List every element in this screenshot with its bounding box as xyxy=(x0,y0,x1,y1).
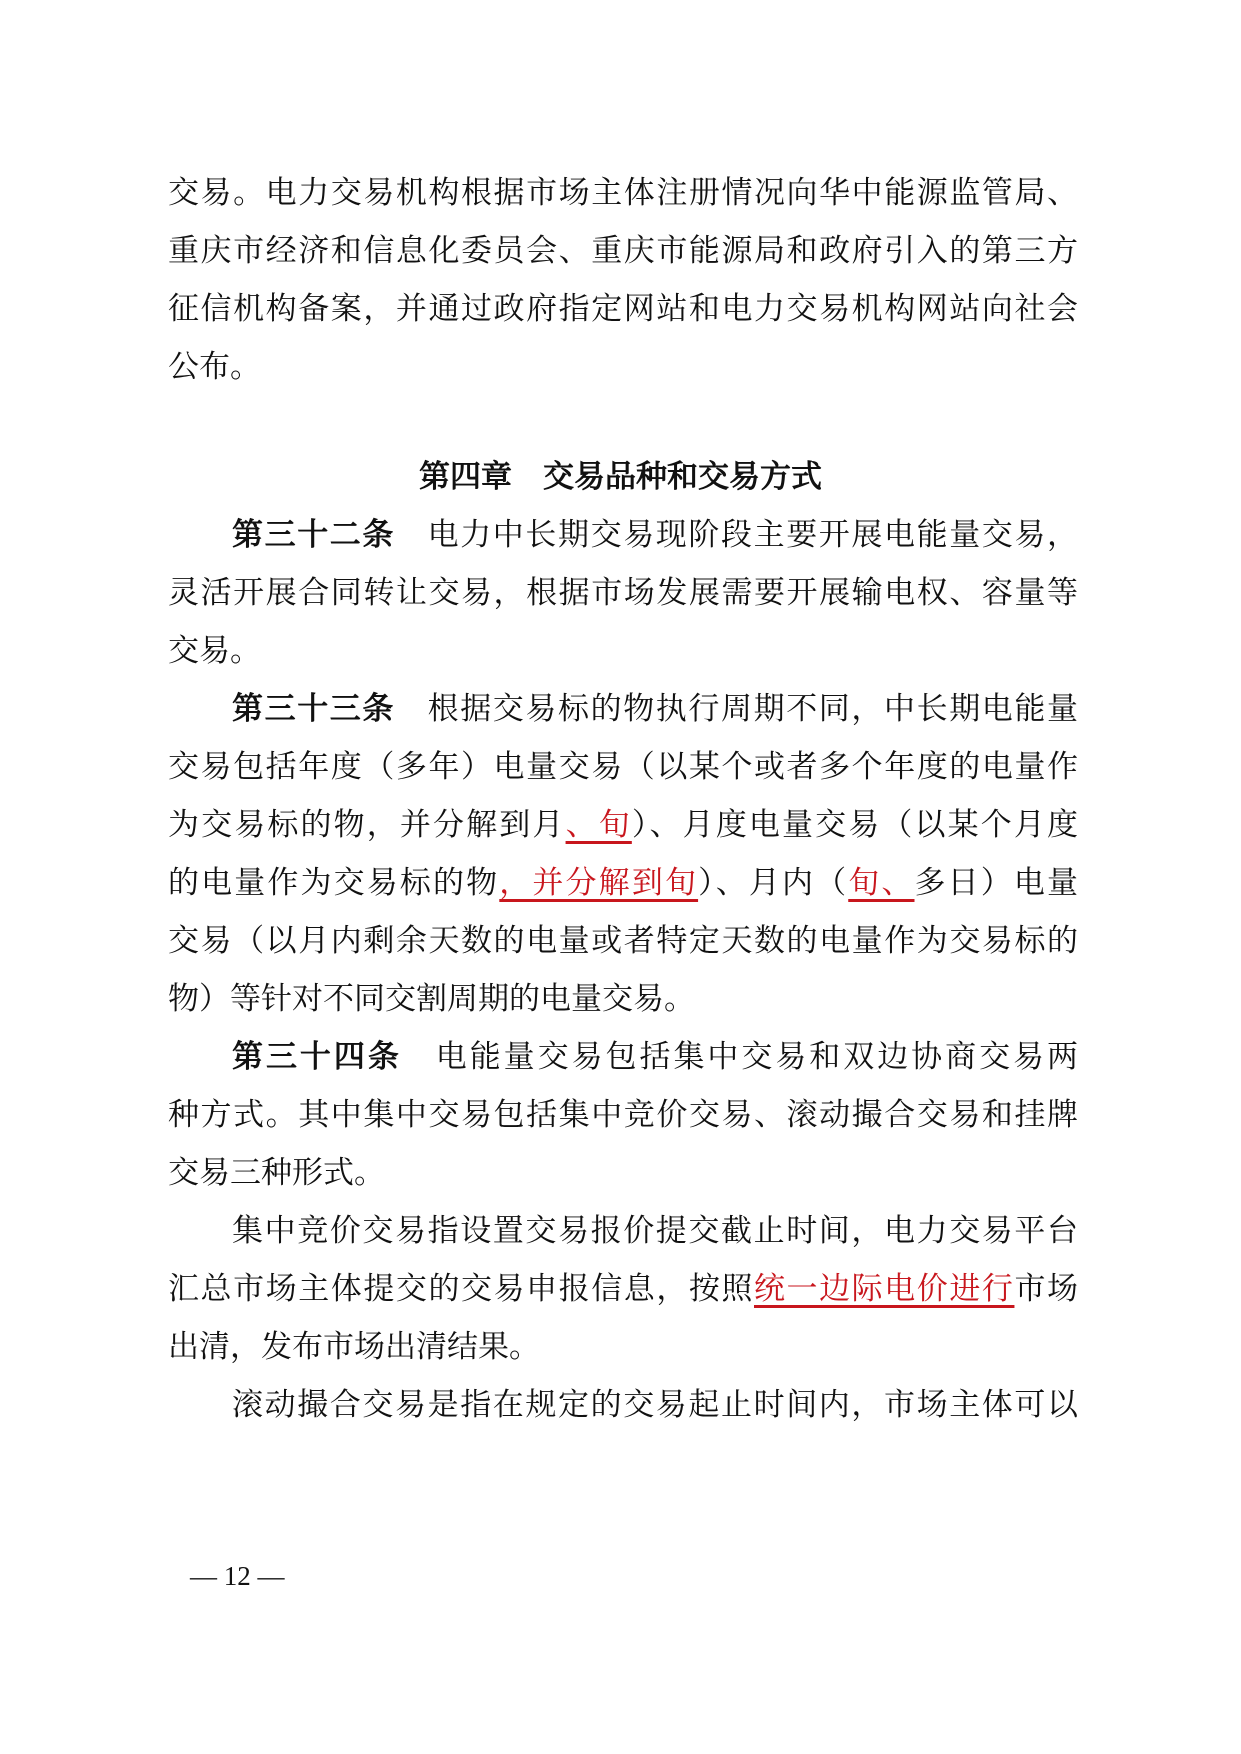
text-run: 电力中长期交易现阶段主要开展电能量交易， xyxy=(427,517,1079,553)
revision-insert: 统一边际电价进行 xyxy=(754,1271,1015,1307)
body-line: 灵活开展合同转让交易，根据市场发展需要开展输电权、容量等 xyxy=(168,575,1078,611)
text-run: 为交易标的物，并分解到月 xyxy=(168,807,566,843)
body-line: 集中竞价交易指设置交易报价提交截止时间，电力交易平台 xyxy=(232,1213,1078,1249)
article-label: 第三十三条 xyxy=(232,691,395,727)
text-run: 多日）电量 xyxy=(914,865,1079,901)
body-line: 滚动撮合交易是指在规定的交易起止时间内，市场主体可以 xyxy=(232,1387,1078,1423)
body-line: 交易。 xyxy=(168,633,261,669)
body-line: 交易包括年度（多年）电量交易（以某个或者多个年度的电量作 xyxy=(168,749,1078,785)
text-run: ）、月内（ xyxy=(698,865,849,901)
body-line: 重庆市经济和信息化委员会、重庆市能源局和政府引入的第三方 xyxy=(168,233,1078,269)
body-line: 物）等针对不同交割周期的电量交易。 xyxy=(168,981,695,1017)
text-run: ）、月度电量交易（以某个月度 xyxy=(631,807,1079,843)
body-line xyxy=(168,858,1078,908)
revision-insert: ，并分解到旬 xyxy=(499,865,699,901)
text-run: 根据交易标的物执行周期不同，中长期电能量 xyxy=(427,691,1079,727)
body-line: 交易（以月内剩余天数的电量或者特定天数的电量作为交易标的 xyxy=(168,923,1078,959)
page-number: — 12 — xyxy=(190,1561,285,1591)
article-33-line xyxy=(232,684,1078,734)
body-line: 出清，发布市场出清结果。 xyxy=(168,1329,540,1365)
text-run: 的电量作为交易标的物 xyxy=(168,865,500,901)
article-32-line xyxy=(232,510,1078,560)
body-line: 交易。电力交易机构根据市场主体注册情况向华中能源监管局、 xyxy=(168,175,1078,211)
revision-insert: 旬、 xyxy=(848,865,915,901)
chapter-heading: 第四章 交易品种和交易方式 xyxy=(419,459,822,495)
text-run: 电能量交易包括集中交易和双边协商交易两 xyxy=(435,1039,1079,1075)
body-line: 交易三种形式。 xyxy=(168,1155,385,1191)
text-run: 市场 xyxy=(1014,1271,1079,1307)
body-line: 种方式。其中集中交易包括集中竞价交易、滚动撮合交易和挂牌 xyxy=(168,1097,1078,1133)
article-label: 第三十四条 xyxy=(232,1039,402,1075)
body-line: 征信机构备案，并通过政府指定网站和电力交易机构网站向社会 xyxy=(168,291,1078,327)
body-line xyxy=(168,1264,1078,1314)
body-line: 公布。 xyxy=(168,349,261,385)
article-34-line xyxy=(232,1032,1078,1082)
body-line xyxy=(168,800,1078,850)
article-label: 第三十二条 xyxy=(232,517,395,553)
text-run: 汇总市场主体提交的交易申报信息，按照 xyxy=(168,1271,754,1307)
revision-insert: 、旬 xyxy=(565,807,632,843)
